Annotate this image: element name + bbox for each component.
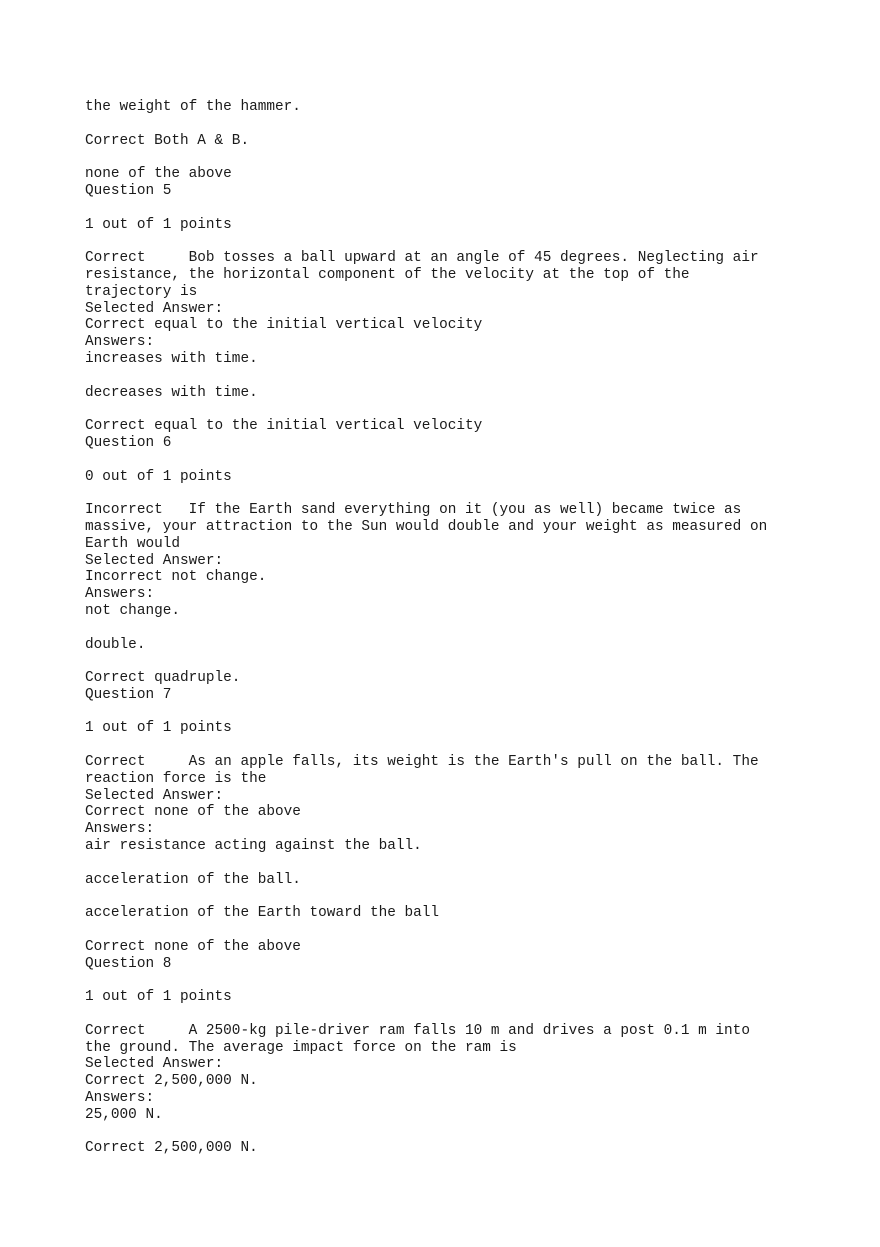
text-line: 25,000 N. <box>85 1106 163 1123</box>
text-line: Correct Both A & B. <box>85 132 250 149</box>
points-score: 1 out of 1 points <box>85 216 232 233</box>
blank-line <box>85 200 845 217</box>
text-line: Correct 2,500,000 N. <box>85 1073 258 1090</box>
text-line: decreases with time. <box>85 384 258 401</box>
text-line: double. <box>85 636 146 653</box>
blank-line <box>85 1006 845 1023</box>
answers-label: Answers: <box>85 1090 155 1107</box>
selected-answer-label: Selected Answer: <box>85 787 224 804</box>
text-line: air resistance acting against the ball. <box>85 838 422 855</box>
text-line: Correct A 2500-kg pile-driver ram falls 10 m and drives a post 0.1 m into <box>85 1022 750 1039</box>
text-line: reaction force is the <box>85 770 267 787</box>
text-line: increases with time. <box>85 350 258 367</box>
blank-line <box>85 972 845 989</box>
text-line: trajectory is <box>85 283 198 300</box>
answers-label: Answers: <box>85 334 155 351</box>
blank-line <box>85 452 845 469</box>
question-heading: Question 8 <box>85 955 172 972</box>
answers-label: Answers: <box>85 821 155 838</box>
blank-line <box>85 401 845 418</box>
points-score: 1 out of 1 points <box>85 989 232 1006</box>
blank-line <box>85 485 845 502</box>
blank-line <box>85 233 845 250</box>
question-heading: Question 5 <box>85 182 172 199</box>
selected-answer-label: Selected Answer: <box>85 1056 224 1073</box>
text-line: Correct As an apple falls, its weight is the Earth's pull on the ball. The <box>85 754 759 771</box>
text-line: Incorrect not change. <box>85 569 267 586</box>
text-line: Correct none of the above <box>85 804 301 821</box>
text-line: Incorrect If the Earth sand everything on it (you as well) became twice as <box>85 502 742 519</box>
points-score: 1 out of 1 points <box>85 720 232 737</box>
text-line: Earth would <box>85 535 180 552</box>
points-score: 0 out of 1 points <box>85 468 232 485</box>
answers-label: Answers: <box>85 586 155 603</box>
blank-line <box>85 149 845 166</box>
selected-answer-label: Selected Answer: <box>85 300 224 317</box>
text-line: Correct equal to the initial vertical velocity <box>85 317 483 334</box>
selected-answer-label: Selected Answer: <box>85 552 224 569</box>
text-line: not change. <box>85 602 180 619</box>
text-line: the weight of the hammer. <box>85 99 301 115</box>
question-heading: Question 6 <box>85 434 172 451</box>
document-page <box>85 99 845 1157</box>
blank-line <box>85 888 845 905</box>
text-line: Correct equal to the initial vertical velocity <box>85 418 483 435</box>
blank-line <box>85 368 845 385</box>
text-line: acceleration of the Earth toward the ball <box>85 905 440 922</box>
text-line: the ground. The average impact force on the ram is <box>85 1039 517 1056</box>
blank-line <box>85 922 845 939</box>
blank-line <box>85 855 845 872</box>
text-line: Correct quadruple. <box>85 670 241 687</box>
text-line: massive, your attraction to the Sun would double and your weight as measured on <box>85 518 768 535</box>
text-line: resistance, the horizontal component of the velocity at the top of the <box>85 266 690 283</box>
blank-line <box>85 653 845 670</box>
text-line: none of the above <box>85 166 232 183</box>
question-heading: Question 7 <box>85 686 172 703</box>
blank-line <box>85 704 845 721</box>
blank-line <box>85 620 845 637</box>
blank-line <box>85 116 845 133</box>
text-line: Correct none of the above <box>85 938 301 955</box>
text-line: acceleration of the ball. <box>85 871 301 888</box>
blank-line <box>85 1124 845 1141</box>
text-line: Correct 2,500,000 N. <box>85 1140 258 1157</box>
blank-line <box>85 737 845 754</box>
text-line: Correct Bob tosses a ball upward at an angle of 45 degrees. Neglecting air <box>85 250 759 267</box>
